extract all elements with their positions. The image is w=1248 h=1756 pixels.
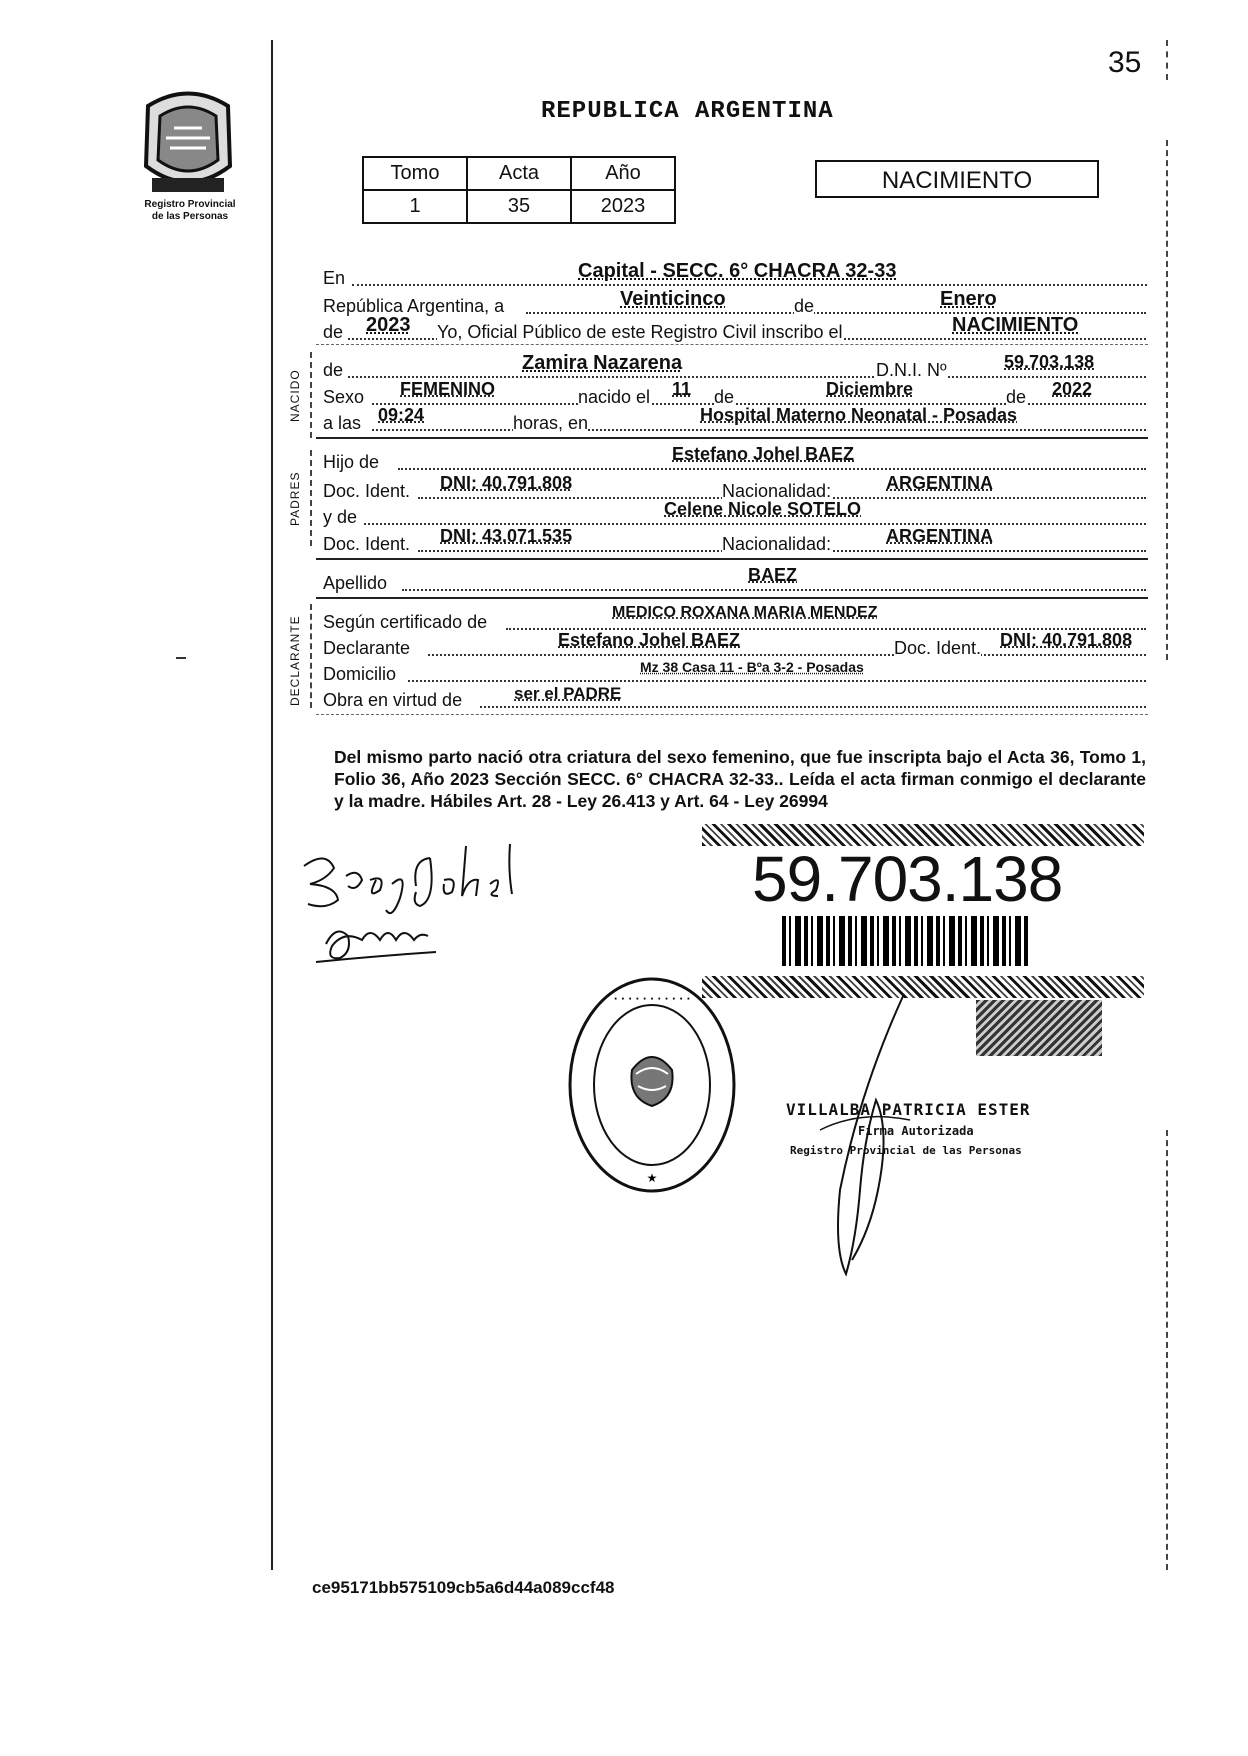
dotted-line xyxy=(480,706,1146,708)
obra-label: Obra en virtud de xyxy=(323,690,463,710)
hologram-patch xyxy=(976,1000,1102,1056)
document-title: REPUBLICA ARGENTINA xyxy=(541,98,834,125)
de-label: de xyxy=(794,296,815,316)
mother-dni-value: DNI: 43.071.535 xyxy=(440,526,573,546)
section-label-declarante: DECLARANTE xyxy=(288,615,302,706)
mother-nationality-value: ARGENTINA xyxy=(886,526,993,546)
de-label: de xyxy=(714,387,735,407)
section-divider xyxy=(310,352,312,438)
dotted-line xyxy=(408,680,1146,682)
anio-label: Año xyxy=(571,157,675,190)
left-margin-line xyxy=(271,40,273,1570)
year-value: 2023 xyxy=(366,314,411,336)
dotted-line xyxy=(398,468,1146,470)
time-value: 09:24 xyxy=(378,405,425,425)
dni-barcode xyxy=(782,916,1028,966)
registry-table xyxy=(362,156,676,224)
dni-value: 59.703.138 xyxy=(1004,352,1095,372)
dotted-line xyxy=(372,429,1146,431)
address-value: Mz 38 Casa 11 - Bºa 3-2 - Posadas xyxy=(640,659,864,675)
domicilio-label: Domicilio xyxy=(323,664,397,684)
dotted-line xyxy=(402,589,1146,591)
registry-seal xyxy=(566,974,738,1196)
nacido-label: nacido el xyxy=(578,387,651,407)
sexo-label: Sexo xyxy=(323,387,365,407)
anio-value: 2023 xyxy=(571,190,675,223)
right-margin-line xyxy=(1166,140,1168,660)
section-divider xyxy=(310,450,312,546)
dotted-line xyxy=(348,376,1146,378)
margin-mark xyxy=(1166,40,1168,80)
nationality-label: Nacionalidad: xyxy=(722,481,832,501)
observation-note: Del mismo parto nació otra criatura del sexo femenino, que fue inscripta bajo el Acta 36, Tomo 1, Folio 36, Año 2023 Sección SECC. 6° CHACRA 32-33.. Leída el acta firman conmigo el declarante y la madre. Hábiles Art. 28 - Ley 26.413 y Art. 64 - Ley 26994 xyxy=(334,747,1146,811)
section-label-padres: PADRES xyxy=(288,471,302,526)
de-label: de xyxy=(323,360,344,380)
mother-name-value: Celene Nicole SOTELO xyxy=(664,499,862,519)
tomo-label: Tomo xyxy=(363,157,467,190)
punch-mark xyxy=(176,657,186,659)
certificado-label: Según certificado de xyxy=(323,612,488,632)
act-type-box: NACIMIENTO xyxy=(815,160,1099,198)
act-value: NACIMIENTO xyxy=(952,314,1079,336)
right-margin-line-lower xyxy=(1166,1130,1168,1570)
certificate-value: MEDICO ROXANA MARIA MENDEZ xyxy=(612,604,878,621)
doc-label: Doc. Ident. xyxy=(323,534,411,554)
father-nationality-value: ARGENTINA xyxy=(886,473,993,493)
yde-label: y de xyxy=(323,507,358,527)
dotted-line xyxy=(352,284,1147,286)
document-hash: ce95171bb575109cb5a6d44a089ccf48 xyxy=(312,1578,615,1597)
hora-label: a las xyxy=(323,413,362,433)
dotted-line xyxy=(428,654,1146,656)
section-divider xyxy=(310,604,312,708)
republica-label: República Argentina, a xyxy=(323,296,505,316)
province-logo xyxy=(138,86,238,198)
en-label: En xyxy=(323,268,346,288)
apellido-label: Apellido xyxy=(323,573,388,593)
rule xyxy=(316,437,1148,439)
doc-label: Doc. Ident. xyxy=(323,481,411,501)
declarante-label: Declarante xyxy=(323,638,411,658)
doc-label: Doc. Ident. xyxy=(894,638,982,658)
horas-label: horas, en xyxy=(513,413,589,433)
section-label-nacido: NACIDO xyxy=(288,369,302,422)
child-name-value: Zamira Nazarena xyxy=(522,352,683,374)
father-name-value: Estefano Johel BAEZ xyxy=(672,444,855,464)
acta-label: Acta xyxy=(467,157,571,190)
rule xyxy=(316,597,1148,599)
declarant-signature xyxy=(296,840,526,980)
official-role: Firma Autorizada xyxy=(858,1124,974,1138)
dni-sticker-number: 59.703.138 xyxy=(752,843,1063,915)
hijo-label: Hijo de xyxy=(323,452,380,472)
father-dni-value: DNI: 40.791.808 xyxy=(440,473,573,493)
page-number: 35 xyxy=(1108,46,1142,79)
declarant-name-value: Estefano Johel BAEZ xyxy=(558,630,741,650)
birthplace-value: Hospital Materno Neonatal - Posadas xyxy=(700,405,1018,425)
svg-text:· · · · · · · · · · ·: · · · · · · · · · · · xyxy=(613,994,691,1005)
month-value: Enero xyxy=(940,288,997,310)
declarant-dni-value: DNI: 40.791.808 xyxy=(1000,630,1133,650)
surname-value: BAEZ xyxy=(748,565,797,585)
obra-value: ser el PADRE xyxy=(514,684,622,703)
official-org: Registro Provincial de las Personas xyxy=(790,1144,1022,1157)
nationality-label: Nacionalidad: xyxy=(722,534,832,554)
birth-day-value: 11 xyxy=(672,379,692,399)
svg-text:★: ★ xyxy=(646,1171,658,1185)
registry-label: Registro Provincial de las Personas xyxy=(144,199,236,222)
day-value: Veinticinco xyxy=(620,288,726,310)
rule xyxy=(316,558,1148,560)
de-label: de xyxy=(323,322,344,342)
rule xyxy=(316,344,1148,345)
dni-label: D.N.I. Nº xyxy=(876,360,947,380)
rule xyxy=(316,714,1148,715)
birth-month-value: Diciembre xyxy=(826,379,914,399)
sex-value: FEMENINO xyxy=(400,379,496,399)
dotted-line xyxy=(364,523,1146,525)
acta-value: 35 xyxy=(467,190,571,223)
de-label: de xyxy=(1006,387,1027,407)
place-value: Capital - SECC. 6° CHACRA 32-33 xyxy=(578,260,897,282)
tomo-value: 1 xyxy=(363,190,467,223)
inscribo-label: Yo, Oficial Público de este Registro Civil inscribo el xyxy=(437,322,843,342)
official-name: VILLALBA PATRICIA ESTER xyxy=(786,1100,1031,1119)
birth-year-value: 2022 xyxy=(1052,379,1093,399)
